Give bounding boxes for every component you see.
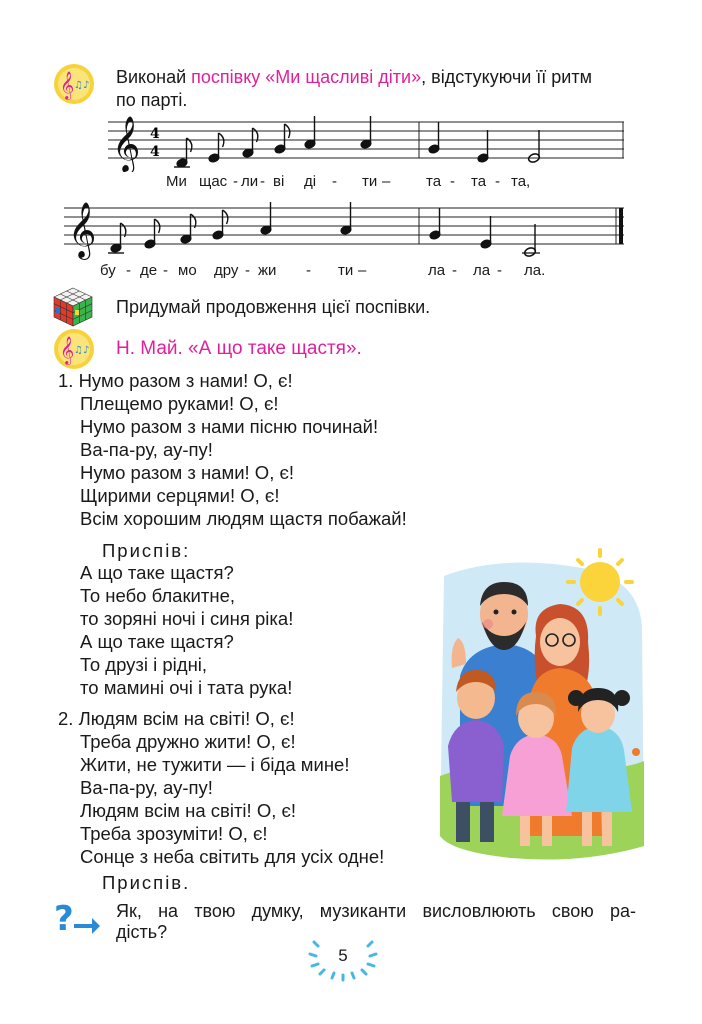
lyric-hyphen: - bbox=[450, 173, 455, 190]
time-sig-top: 4 bbox=[150, 126, 160, 142]
lyric-hyphen: - bbox=[306, 262, 311, 279]
lyric-dash: – bbox=[382, 173, 391, 190]
svg-text:?: ? bbox=[54, 899, 74, 938]
verse2-line: Треба зрозуміти! О, є! bbox=[80, 823, 268, 844]
music-badge-icon bbox=[52, 62, 96, 106]
lyric-hyphen: - bbox=[332, 173, 337, 190]
lyric-hyphen: - bbox=[163, 262, 168, 279]
chorus-line: А що таке щастя? bbox=[80, 562, 234, 583]
time-sig-bottom: 4 bbox=[150, 144, 160, 160]
lyric-syllable: мо bbox=[178, 262, 197, 279]
music-staff-2 bbox=[64, 196, 630, 262]
svg-text:𝄞: 𝄞 bbox=[60, 71, 75, 99]
lyric-syllable: ла. bbox=[524, 262, 546, 279]
lyric-hyphen: - bbox=[126, 262, 131, 279]
lyric-syllable: щас bbox=[199, 173, 228, 190]
chorus-line: то зоряні ночі і синя ріка! bbox=[80, 608, 294, 629]
verse1-line: Нумо разом з нами пісню починай! bbox=[80, 416, 379, 437]
verse1-line: 1. Нумо разом з нами! О, є! bbox=[58, 370, 293, 391]
question-text-line2: дість? bbox=[116, 922, 168, 942]
lyric-syllable: жи bbox=[258, 262, 277, 279]
verse2-line: Сонце з неба світить для усіх одне! bbox=[80, 846, 385, 867]
song-title: Н. Май. «А що таке щастя». bbox=[116, 338, 362, 359]
verse2-line: 2. Людям всім на світі! О, є! bbox=[58, 708, 295, 729]
lyric-syllable: та bbox=[426, 173, 442, 190]
verse1-line: Щирими серцями! О, є! bbox=[80, 485, 280, 506]
task1-text: Виконай поспівку «Ми щасливі діти», відстукуючи її ритм bbox=[116, 67, 592, 87]
lyric-hyphen: - bbox=[452, 262, 457, 279]
family-illustration bbox=[432, 546, 648, 864]
question-text-line1: Як, на твою думку, музиканти висловлюють свою ра- bbox=[116, 901, 636, 921]
verse2-line: Людям всім на світі! О, є! bbox=[80, 800, 297, 821]
lyric-syllable: Ми bbox=[166, 173, 187, 190]
lyric-syllable: ла bbox=[473, 262, 491, 279]
verse2-line: Треба дружно жити! О, є! bbox=[80, 731, 296, 752]
question-arrow-icon bbox=[52, 898, 102, 938]
chorus-label-end: Приспів. bbox=[102, 872, 191, 893]
verse2-line: Жити, не тужити — і біда мине! bbox=[80, 754, 350, 775]
lyric-hyphen: - bbox=[497, 262, 502, 279]
lyric-syllable: де bbox=[140, 262, 158, 279]
music-badge-icon bbox=[52, 327, 96, 371]
page-number: 5 bbox=[338, 946, 348, 965]
lyric-hyphen: - bbox=[233, 173, 238, 190]
chorus-line: то мамині очі і тата рука! bbox=[80, 677, 293, 698]
lyric-syllable: ти bbox=[362, 173, 378, 190]
lyric-syllable: ти bbox=[338, 262, 354, 279]
lyric-syllable: ла bbox=[428, 262, 446, 279]
svg-text:♫♪: ♫♪ bbox=[74, 345, 90, 356]
lyric-syllable: бу bbox=[100, 262, 116, 279]
lyric-syllable: та bbox=[471, 173, 487, 190]
treble-clef-2: 𝄞 bbox=[68, 202, 97, 258]
lyric-syllable: дру bbox=[214, 262, 239, 279]
lyric-dash: – bbox=[358, 262, 367, 279]
treble-clef-1: 𝄞 bbox=[112, 116, 141, 172]
verse2-line: Ва-па-ру, ау-пу! bbox=[80, 777, 213, 798]
verse1-line: Всім хорошим людям щастя побажай! bbox=[80, 508, 407, 529]
music-staff-1 bbox=[108, 110, 628, 172]
task1-text-line2: по парті. bbox=[116, 90, 188, 110]
lyric-hyphen: - bbox=[495, 173, 500, 190]
chorus-line: А що таке щастя? bbox=[80, 631, 234, 652]
svg-text:♫♪: ♫♪ bbox=[74, 80, 90, 91]
verse1-line: Плещемо руками! О, є! bbox=[80, 393, 279, 414]
chorus-label: Приспів: bbox=[102, 540, 191, 561]
lyric-syllable: ві bbox=[273, 173, 285, 190]
chorus-line: То друзі і рідні, bbox=[80, 654, 208, 675]
chorus-line: То небо блакитне, bbox=[80, 585, 236, 606]
lyric-syllable: та, bbox=[511, 173, 531, 190]
lyric-syllable: ли bbox=[241, 173, 259, 190]
rubik-cube-icon bbox=[52, 286, 94, 328]
task2-text: Придумай продовження цієї поспівки. bbox=[116, 297, 431, 317]
verse1-line: Нумо разом з нами! О, є! bbox=[80, 462, 295, 483]
lyric-hyphen: - bbox=[260, 173, 265, 190]
lyric-hyphen: - bbox=[245, 262, 250, 279]
song-name-highlight: поспівку «Ми щасливі діти» bbox=[191, 67, 422, 87]
page-number-badge bbox=[306, 934, 380, 982]
verse1-line: Ва-па-ру, ау-пу! bbox=[80, 439, 213, 460]
svg-text:𝄞: 𝄞 bbox=[60, 336, 75, 364]
lyric-syllable: ді bbox=[304, 173, 317, 190]
